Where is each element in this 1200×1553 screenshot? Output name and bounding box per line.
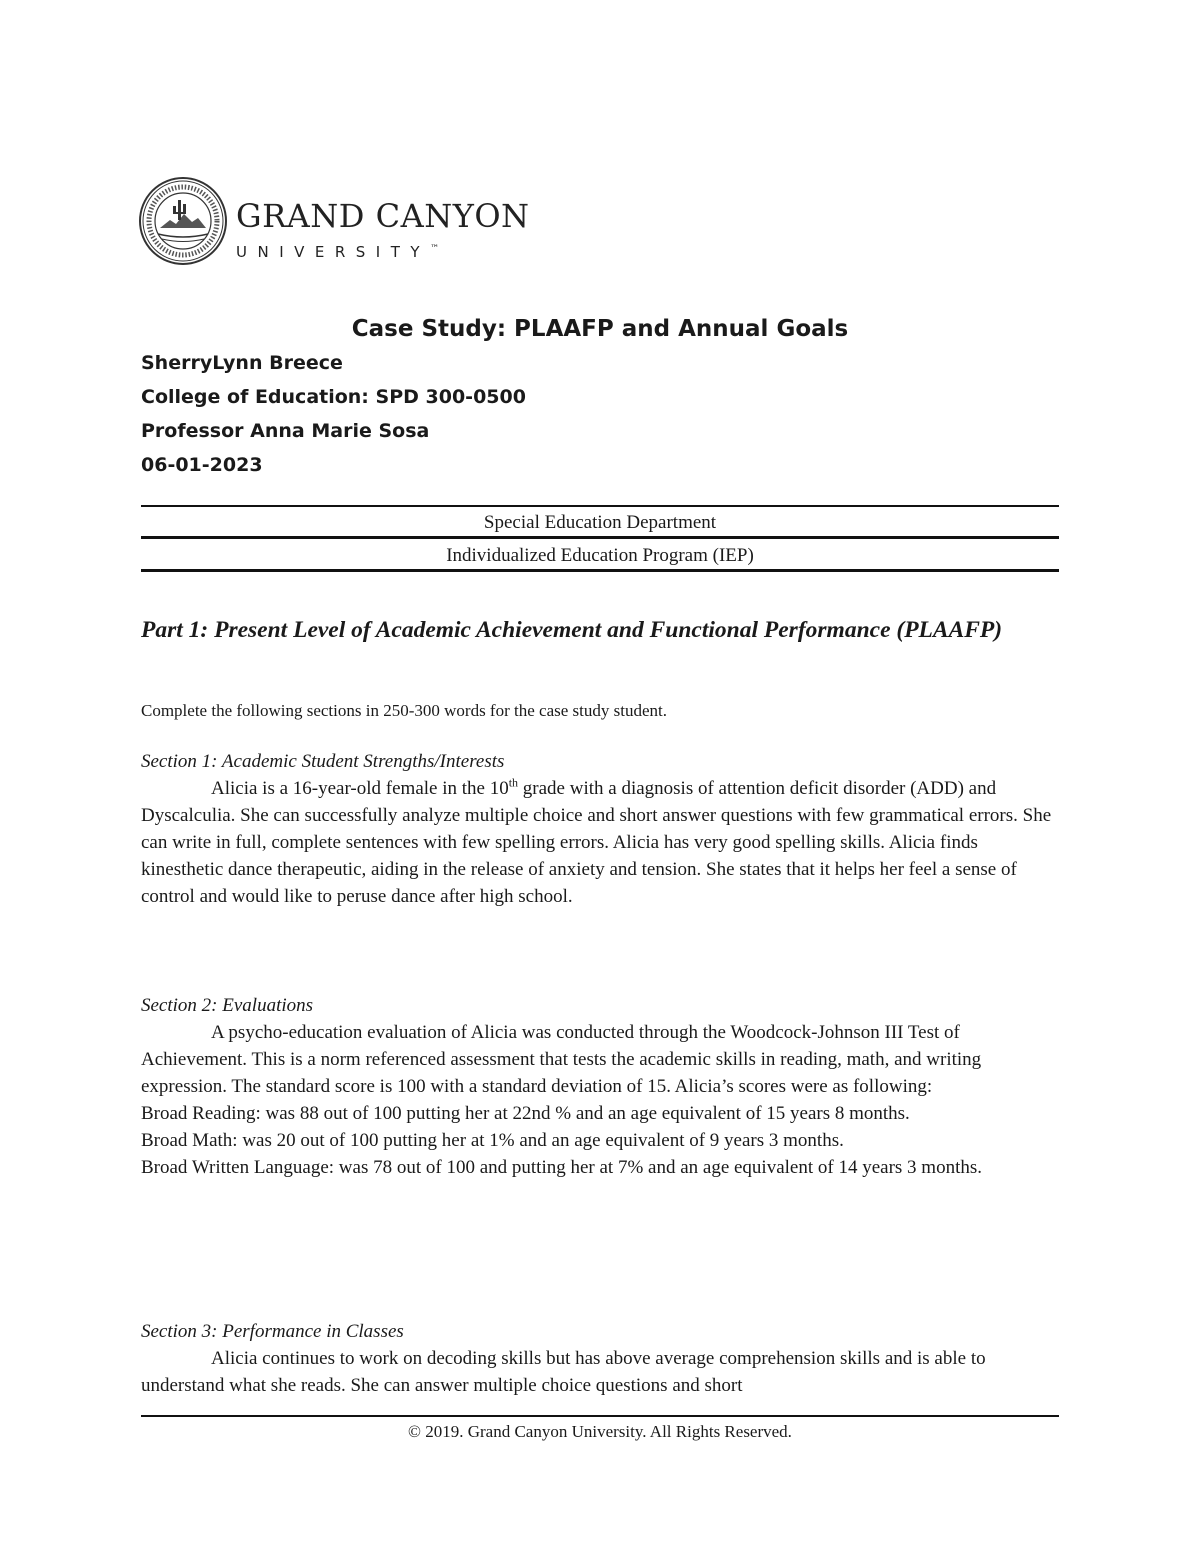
document-title: Case Study: PLAAFP and Annual Goals bbox=[351, 316, 849, 342]
section-heading: Section 3: Performance in Classes bbox=[141, 1321, 404, 1342]
section-heading: Section 2: Evaluations bbox=[141, 995, 314, 1016]
score-math: Broad Math: was 20 out of 100 putting her at 1% and an age equivalent of 9 years 3 months. bbox=[141, 1130, 844, 1151]
section-1 bbox=[141, 748, 1059, 910]
score-reading: Broad Reading: was 88 out of 100 putting her at 22nd % and an age equivalent of 15 years 8 months. bbox=[141, 1103, 910, 1124]
section-paragraph: Alicia continues to work on decoding skills but has above average comprehension skills and is able to understand what she reads. She can answer multiple choice questions and short bbox=[141, 1348, 986, 1396]
section-3 bbox=[141, 1318, 1059, 1399]
section-paragraph: Alicia is a 16-year-old female in the 10th grade with a diagnosis of attention deficit disorder (ADD) and Dyscalculia. She can successfully analyze multiple choice and short answer questions with few grammatical errors. She can write in full, complete sentences with few spelling errors. Alicia has very good spelling skills. Alicia finds kinesthetic dance therapeutic, aiding in the release of anxiety and tension. She states that it helps her feel a sense of control and would like to peruse dance after high school. bbox=[141, 775, 1052, 907]
brand-name: GRAND CANYON bbox=[236, 197, 530, 235]
course-name: College of Education: SPD 300-0500 bbox=[141, 386, 526, 408]
score-written-language: Broad Written Language: was 78 out of 100 and putting her at 7% and an age equivalent of 14 years 3 months. bbox=[141, 1157, 983, 1178]
department-label: Special Education Department bbox=[483, 512, 717, 533]
university-seal-icon bbox=[138, 176, 228, 266]
part-title: Part 1: Present Level of Academic Achievement and Functional Performance (PLAAFP) bbox=[141, 617, 1003, 643]
brand-subtitle: UNIVERSITY™ bbox=[236, 243, 440, 261]
footer-copyright: © 2019. Grand Canyon University. All Rights Reserved. bbox=[408, 1422, 792, 1441]
document-body bbox=[141, 612, 1059, 1396]
section-paragraph: A psycho-education evaluation of Alicia was conducted through the Woodcock-Johnson III Test of Achievement. This is a norm referenced assessment that tests the academic skills in reading, math, and writing expression. The standard score is 100 with a standard deviation of 15. Alicia’s scores were as following: bbox=[141, 1022, 982, 1097]
footer-divider bbox=[141, 1415, 1059, 1417]
instructions-text: Complete the following sections in 250-300 words for the case study student. bbox=[141, 701, 667, 720]
program-label: Individualized Education Program (IEP) bbox=[446, 545, 754, 566]
section-heading: Section 1: Academic Student Strengths/Interests bbox=[141, 751, 505, 772]
author-name: SherryLynn Breece bbox=[141, 352, 343, 374]
title-block bbox=[141, 312, 1059, 482]
divider bbox=[141, 505, 1059, 507]
divider bbox=[141, 536, 1059, 539]
document-date: 06-01-2023 bbox=[141, 454, 263, 476]
professor-name: Professor Anna Marie Sosa bbox=[141, 420, 430, 442]
section-2 bbox=[141, 992, 1059, 1181]
divider bbox=[141, 569, 1059, 572]
